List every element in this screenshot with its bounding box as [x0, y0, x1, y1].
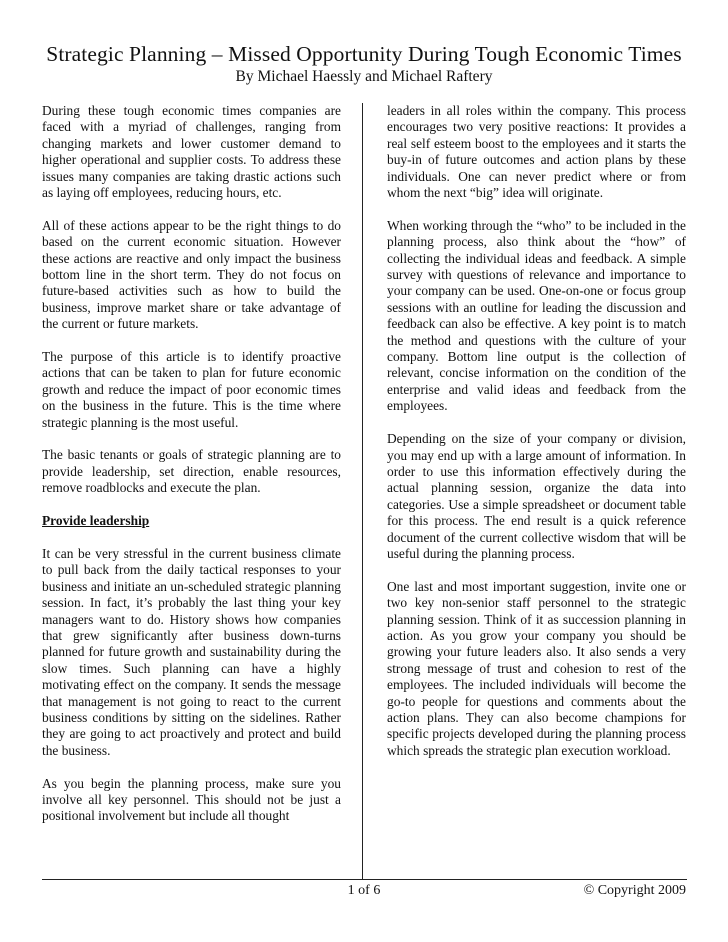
paragraph: Depending on the size of your company or division, you may end up with a large amount of information. In order to use this information effectively during the actual planning session, organize the data into categories. Use a simple spreadsheet or document table for this process. The end result is a quick reference document of the current collective wisdom that will be useful during the planning process. [387, 431, 686, 561]
page-number: 1 of 6 [347, 883, 381, 898]
paragraph: leaders in all roles within the company. This process encourages two very positive reactions: It provides a real self esteem boost to the employees and it starts the buy-in of future outcomes and action plans by these individuals. One can never predict where or from whom the next “big” idea will originate. [387, 103, 686, 201]
paragraph: It can be very stressful in the current business climate to pull back from the daily tactical responses to your business and initiate an un-scheduled strategic planning session. In fact, it’s probably the last thing your key managers want to do. History shows how companies that grew significantly after business down-turns planned for future growth and sustainability during the slow times. Such planning can have a highly motivating effect on the company. It sends the message that management is not going to react to the current business conditions by sitting on the sidelines. Rather they are going to act proactively and protect and build the business. [42, 545, 341, 758]
left-column [42, 103, 341, 841]
paragraph: All of these actions appear to be the right things to do based on the current economic situation. However these actions are reactive and only impact the business bottom line in the short term. They do not focus on future-based activities such as how to build the business, improve market share or take advantage of the current or future markets. [42, 217, 341, 332]
column-divider [362, 103, 363, 879]
paragraph: The purpose of this article is to identify proactive actions that can be taken to plan for future economic growth and reduce the impact of poor economic times on the business in the future. This is the time where strategic planning is the most useful. [42, 349, 341, 430]
paragraph: The basic tenants or goals of strategic planning are to provide leadership, set direction, enable resources, remove roadblocks and execute the plan. [42, 447, 341, 496]
right-column [387, 103, 686, 776]
footer-rule [42, 879, 687, 880]
paragraph: When working through the “who” to be included in the planning process, also think about the “how” of collecting the individual ideas and feedback. A simple survey with questions of relevance and importance to your company can be used. One-on-one or focus group sessions with an outline for leading the discussion and feedback can also be effective. A key point is to match the method and questions with the culture of your company. Bottom line output is the collection of relevant, concise information on the condition of the enterprise and valid ideas and feedback from the employees. [387, 217, 686, 414]
article-title: Strategic Planning – Missed Opportunity During Tough Economic Times [46, 42, 682, 66]
copyright-notice: © Copyright 2009 [583, 883, 686, 898]
paragraph: One last and most important suggestion, invite one or two key non-senior staff personnel to the strategic planning session. Think of it as succession planning in action. As you grow your company you should be growing your future leaders also. It also sends a very strong message of trust and cohesion to rest of the employees. The included individuals will become the go-to people for questions and comments about the action plans. They can also become champions for specific projects developed during the planning process which spreads the strategic plan execution workload. [387, 578, 686, 758]
article-authors: By Michael Haessly and Michael Raftery [235, 68, 493, 85]
paragraph: During these tough economic times companies are faced with a myriad of challenges, ranging from changing markets and lower customer demand to higher operational and supplier costs. To address these issues many companies are taking drastic actions such as laying off employees, reducing hours, etc. [42, 103, 341, 201]
paragraph: As you begin the planning process, make sure you involve all key personnel. This should not be just a positional involvement but include all thought [42, 775, 341, 824]
section-heading: Provide leadership [42, 513, 150, 529]
